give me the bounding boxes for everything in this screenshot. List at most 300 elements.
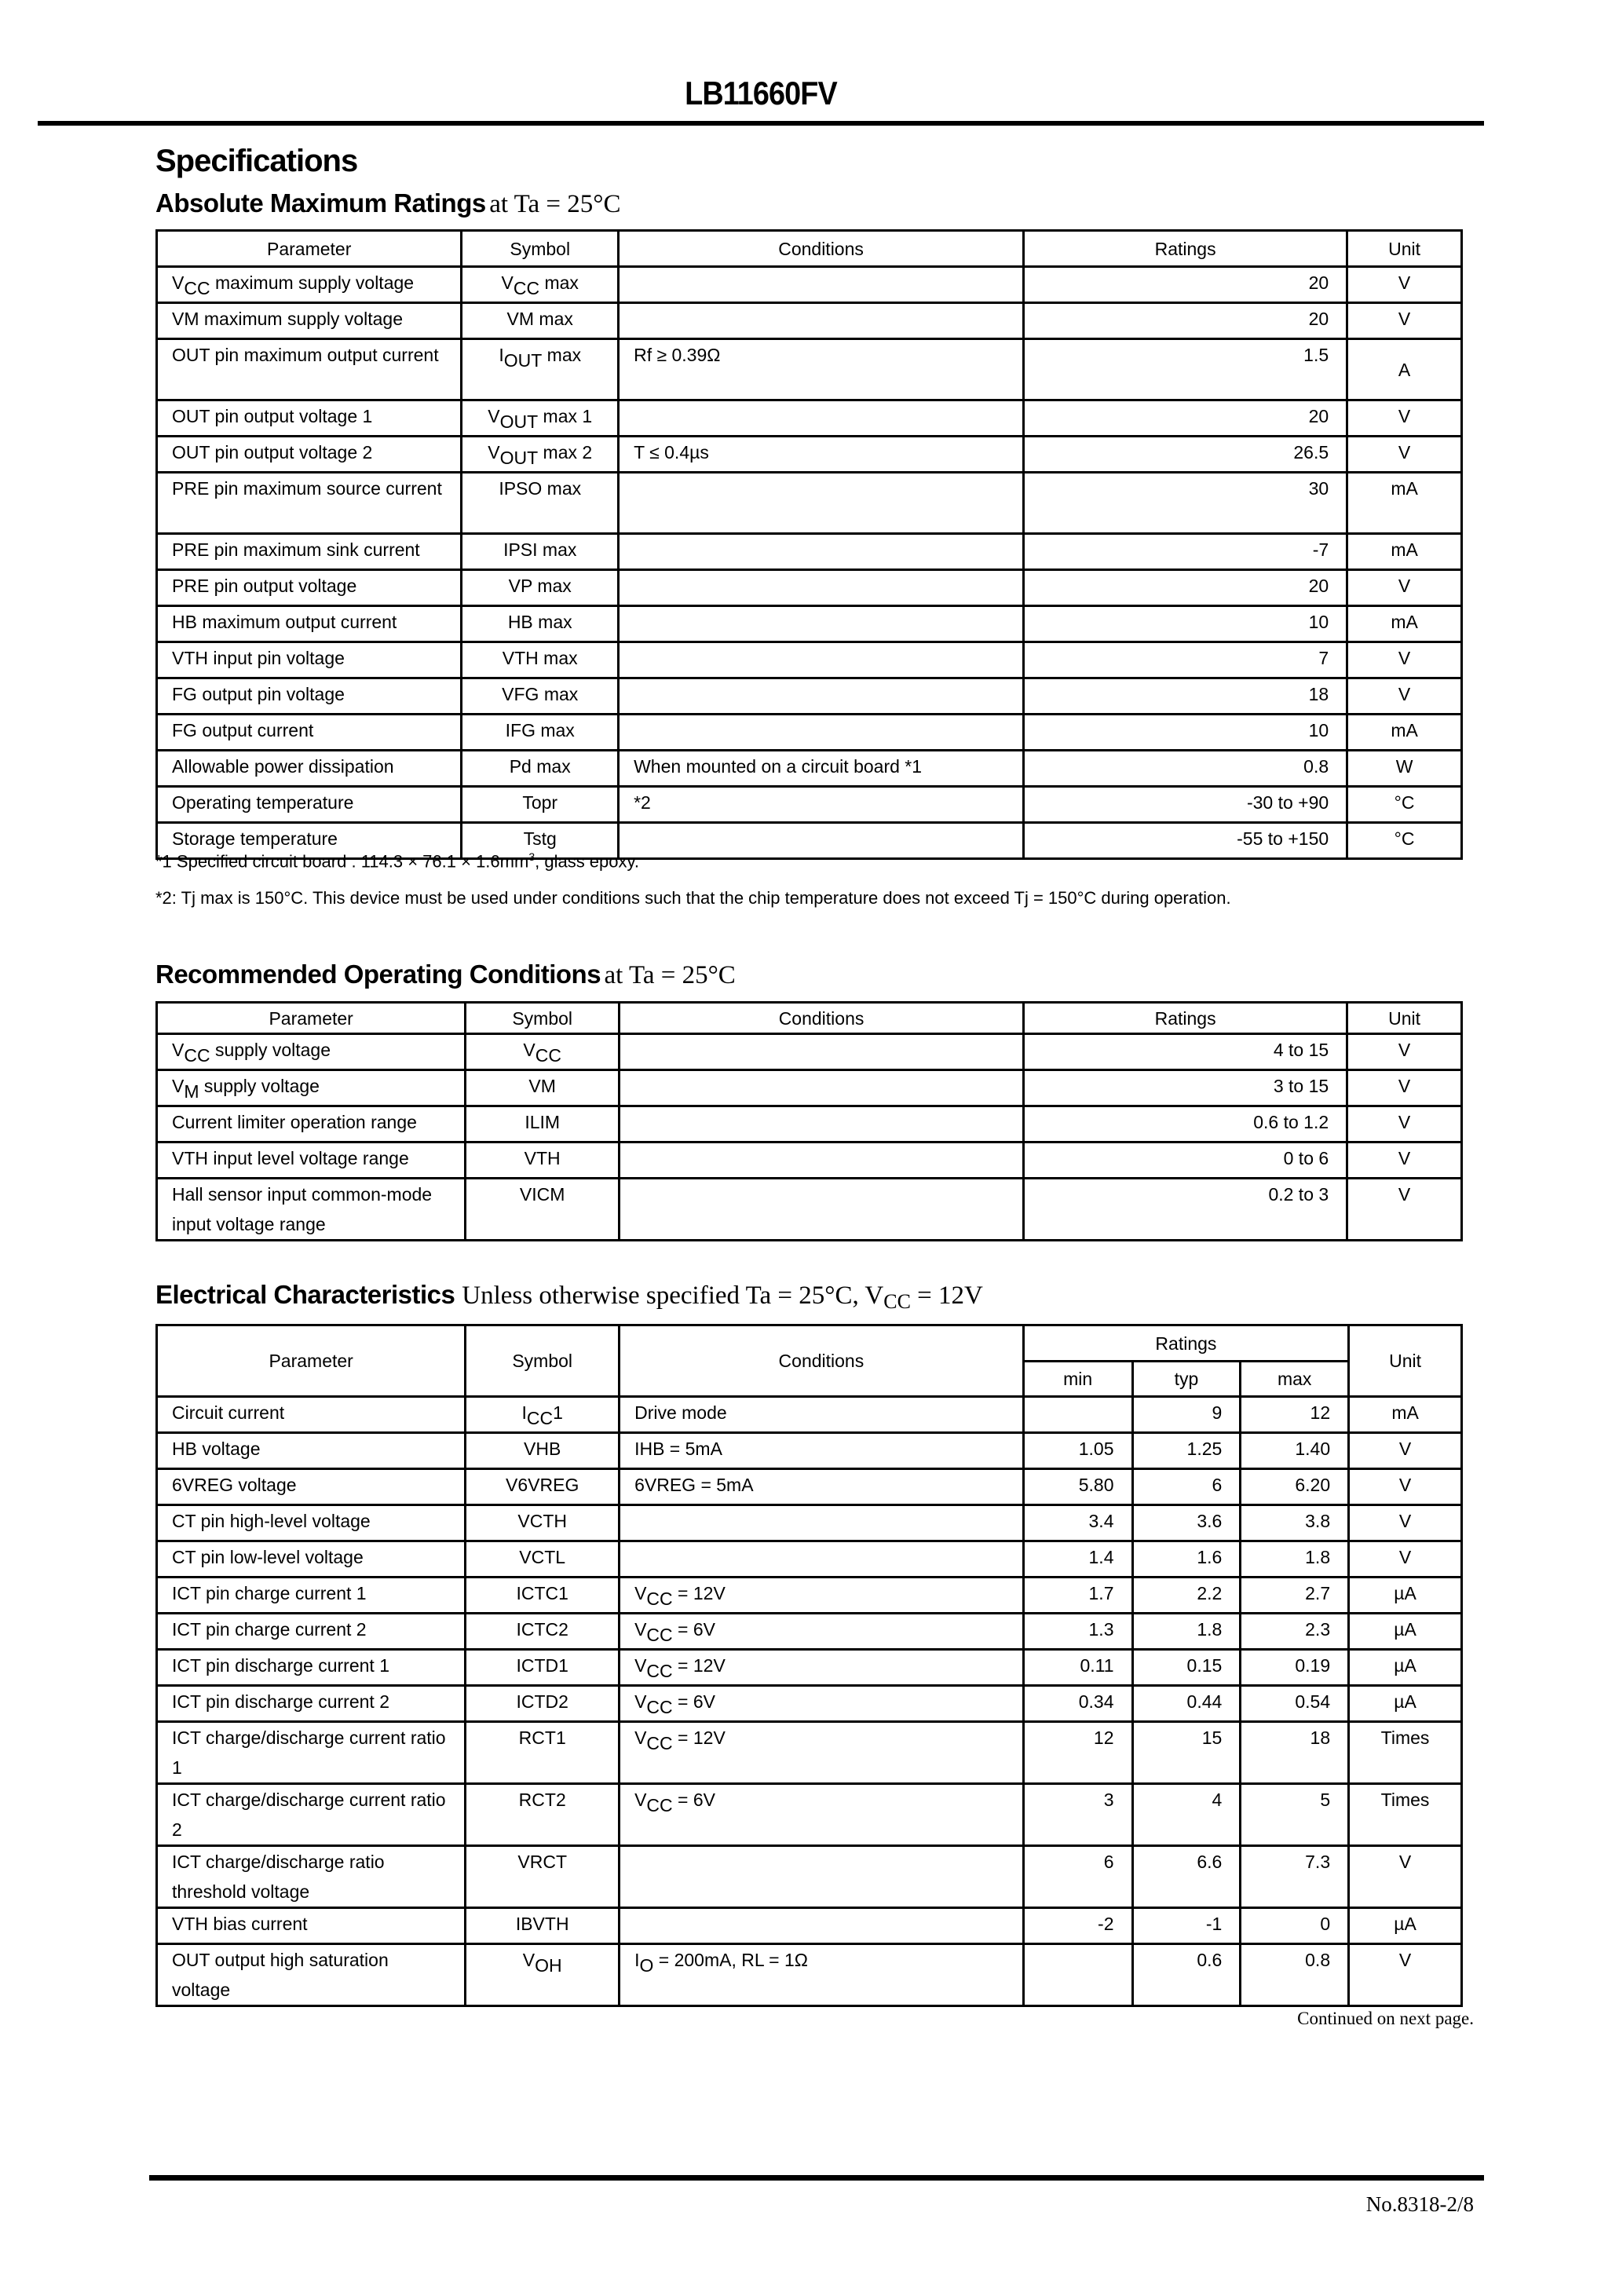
electrical-characteristics-table: [155, 1324, 1463, 2007]
rating-cell-text: 10: [1308, 720, 1329, 740]
conditions-cell: [619, 437, 1024, 473]
parameter-cell-text: VTH bias current: [172, 1914, 308, 1934]
table-row: [157, 642, 1462, 678]
unit-cell-text: mA: [1391, 720, 1418, 740]
rating-cell: [1024, 715, 1347, 751]
max-cell-text: 5: [1320, 1790, 1331, 1810]
table-header-row: [157, 1325, 1462, 1362]
symbol-cell-text: IBVTH: [515, 1914, 569, 1934]
rating-cell-text: 0.6 to 1.2: [1253, 1112, 1329, 1132]
rating-cell: [1024, 437, 1347, 473]
table-row: [157, 1143, 1462, 1179]
table-row: [157, 678, 1462, 715]
min-cell-text: 0.34: [1078, 1691, 1114, 1712]
table-row: [157, 1541, 1462, 1578]
table-row: [157, 1469, 1462, 1505]
table-row: [157, 1614, 1462, 1650]
rating-cell-text: 20: [1308, 272, 1329, 293]
symbol-cell-text: VCTL: [519, 1547, 566, 1567]
table-row: [157, 1034, 1462, 1070]
symbol-cell: [462, 534, 619, 570]
parameter-cell: [157, 1578, 466, 1614]
conditions-cell-text: = 6V: [672, 1619, 716, 1640]
parameter-cell-text: VTH input level voltage range: [172, 1148, 409, 1168]
symbol-cell: [466, 1433, 620, 1469]
max-cell: [1241, 1469, 1349, 1505]
typ-cell: [1132, 1541, 1241, 1578]
typ-cell-text: 6.6: [1197, 1852, 1223, 1872]
conditions-cell-text: *2: [634, 792, 651, 813]
max-cell: [1241, 1541, 1349, 1578]
unit-cell: [1347, 1179, 1462, 1241]
symbol-cell: [466, 1106, 620, 1143]
rating-cell: [1024, 751, 1347, 787]
unit-cell-text: V: [1398, 684, 1411, 704]
column-header-max: max: [1241, 1362, 1349, 1397]
symbol-cell-text: RCT2: [518, 1790, 566, 1810]
symbol-cell: [466, 1469, 620, 1505]
min-cell-text: -2: [1098, 1914, 1114, 1934]
symbol-cell: [462, 473, 619, 534]
parameter-cell-text: VTH input pin voltage: [172, 648, 345, 668]
conditions-cell-text: = 12V: [672, 1727, 726, 1748]
symbol-cell-text: VFG max: [502, 684, 579, 704]
parameter-cell: [157, 400, 462, 437]
conditions-cell: [620, 1541, 1024, 1578]
parameter-cell: [157, 1505, 466, 1541]
conditions-cell: [620, 1143, 1024, 1179]
unit-cell-text: V: [1398, 1112, 1411, 1132]
symbol-cell: [466, 1143, 620, 1179]
min-cell: [1023, 1722, 1132, 1784]
max-cell: [1241, 1397, 1349, 1433]
conditions-cell-subscript: CC: [646, 1625, 673, 1645]
max-cell: [1241, 1846, 1349, 1908]
symbol-cell-text: VHB: [524, 1439, 561, 1459]
conditions-cell: [619, 303, 1024, 339]
rating-cell-text: 20: [1308, 406, 1329, 426]
unit-cell: [1349, 1944, 1462, 2006]
parameter-cell: [157, 473, 462, 534]
conditions-cell: [619, 534, 1024, 570]
parameter-cell-text: Operating temperature: [172, 792, 354, 813]
conditions-cell-subscript: CC: [646, 1589, 673, 1609]
typ-cell: [1132, 1397, 1241, 1433]
conditions-cell-text: IHB = 5mA: [634, 1439, 722, 1459]
table-row: [157, 1505, 1462, 1541]
unit-cell-text: V: [1398, 1950, 1412, 1970]
unit-cell: [1349, 1686, 1462, 1722]
unit-cell-text: mA: [1391, 612, 1418, 632]
unit-cell-text: V: [1398, 272, 1411, 293]
parameter-cell: [157, 1784, 466, 1846]
conditions-cell-text: 6VREG = 5mA: [634, 1475, 754, 1495]
elec-heading: [155, 1280, 983, 1314]
max-cell: [1241, 1944, 1349, 2006]
symbol-cell-text: VCTH: [517, 1511, 568, 1531]
rating-cell: [1024, 534, 1347, 570]
rating-cell: [1024, 303, 1347, 339]
table-row: [157, 570, 1462, 606]
symbol-cell: [462, 267, 619, 303]
symbol-cell-text: V6VREG: [506, 1475, 579, 1495]
typ-cell-text: 0.15: [1186, 1655, 1223, 1676]
min-cell: [1023, 1469, 1132, 1505]
symbol-cell: [466, 1505, 620, 1541]
unit-cell: [1349, 1397, 1462, 1433]
unit-cell: [1349, 1433, 1462, 1469]
max-cell: [1241, 1505, 1349, 1541]
conditions-cell: [619, 715, 1024, 751]
parameter-cell-text: Current limiter operation range: [172, 1112, 417, 1132]
footnote-2: *2: Tj max is 150°C. This device must be used under conditions such that the chip temperature does not exceed Tj = 150°C during operation.: [155, 888, 1231, 908]
table-row: [157, 606, 1462, 642]
rating-cell-text: 0 to 6: [1283, 1148, 1329, 1168]
column-header-conditions: Conditions: [620, 1325, 1024, 1397]
typ-cell: [1132, 1433, 1241, 1469]
parameter-cell: [157, 339, 462, 400]
symbol-cell: [466, 1908, 620, 1944]
min-cell-text: 3: [1103, 1790, 1114, 1810]
parameter-cell-text: ICT pin charge current 2: [172, 1619, 367, 1640]
continued-note: Continued on next page.: [1297, 2009, 1474, 2028]
table-row: [157, 534, 1462, 570]
unit-cell-text: V: [1398, 1511, 1412, 1531]
column-header-ratings: Ratings: [1024, 231, 1347, 267]
parameter-cell-subscript: M: [184, 1081, 199, 1102]
table-row: [157, 751, 1462, 787]
parameter-cell: [157, 1179, 466, 1241]
parameter-cell: [157, 715, 462, 751]
unit-cell: [1347, 534, 1462, 570]
conditions-cell-text: Rf ≥ 0.39Ω: [634, 345, 721, 365]
parameter-cell: [157, 1070, 466, 1106]
parameter-cell: [157, 570, 462, 606]
unit-cell-text: mA: [1391, 1402, 1419, 1423]
symbol-cell-subscript: OH: [535, 1955, 562, 1976]
min-cell: [1023, 1397, 1132, 1433]
max-cell: [1241, 1908, 1349, 1944]
min-cell: [1023, 1541, 1132, 1578]
conditions-cell: [620, 1846, 1024, 1908]
typ-cell-text: 3.6: [1197, 1511, 1223, 1531]
unit-cell-text: Times: [1380, 1790, 1430, 1810]
rating-cell-text: 0.8: [1303, 756, 1329, 777]
unit-cell-text: °C: [1394, 792, 1415, 813]
min-cell-text: 1.7: [1088, 1583, 1114, 1603]
symbol-cell-subscript: OUT: [499, 448, 539, 468]
symbol-cell-text: I: [521, 1402, 527, 1423]
max-cell-text: 1.8: [1305, 1547, 1331, 1567]
table-row: [157, 339, 1462, 400]
max-cell-text: 0.19: [1295, 1655, 1331, 1676]
max-cell: [1241, 1614, 1349, 1650]
parameter-cell-text: V: [172, 272, 185, 293]
unit-cell-text: µA: [1394, 1691, 1416, 1712]
elec-condition-suffix: = 12V: [910, 1281, 983, 1310]
symbol-cell: [462, 678, 619, 715]
unit-cell-text: V: [1398, 309, 1411, 329]
rating-cell: [1024, 1179, 1347, 1241]
parameter-cell-text: VM maximum supply voltage: [172, 309, 403, 329]
parameter-cell: [157, 1034, 466, 1070]
table-header-row: [157, 1003, 1462, 1034]
rating-cell: [1024, 1106, 1347, 1143]
parameter-cell-text: FG output current: [172, 720, 314, 740]
unit-cell: [1349, 1722, 1462, 1784]
unit-cell-text: V: [1398, 1076, 1411, 1096]
document-title: LB11660FV: [685, 75, 837, 112]
parameter-cell: [157, 437, 462, 473]
parameter-cell-text: ICT pin discharge current 2: [172, 1691, 389, 1712]
unit-cell: [1349, 1650, 1462, 1686]
parameter-cell: [157, 1944, 466, 2006]
footnote-1: [155, 850, 639, 872]
min-cell: [1023, 1846, 1132, 1908]
symbol-cell-text: max: [539, 272, 579, 293]
column-header-unit: Unit: [1347, 231, 1462, 267]
max-cell-text: 2.7: [1305, 1583, 1331, 1603]
min-cell: [1023, 1578, 1132, 1614]
column-header-parameter: Parameter: [157, 1325, 466, 1397]
conditions-cell: [619, 570, 1024, 606]
table-row: [157, 1650, 1462, 1686]
symbol-cell-subscript: CC: [535, 1045, 561, 1066]
conditions-cell: [620, 1944, 1024, 2006]
abs-max-title: Absolute Maximum Ratings: [155, 188, 486, 218]
min-cell-text: 1.3: [1088, 1619, 1114, 1640]
symbol-cell-text: ILIM: [525, 1112, 561, 1132]
column-header-unit: Unit: [1349, 1325, 1462, 1397]
elec-title: Electrical Characteristics: [155, 1280, 455, 1309]
elec-condition-subscript: CC: [883, 1290, 911, 1313]
unit-cell-text: V: [1398, 576, 1411, 596]
rating-cell: [1024, 787, 1347, 823]
symbol-cell-text: HB max: [507, 612, 572, 632]
parameter-cell-text: ICT charge/discharge current ratio 1: [172, 1727, 446, 1778]
min-cell-text: 5.80: [1078, 1475, 1114, 1495]
unit-cell: [1349, 1469, 1462, 1505]
unit-cell: [1349, 1541, 1462, 1578]
conditions-cell-subscript: CC: [646, 1697, 673, 1717]
conditions-cell-subscript: O: [639, 1955, 654, 1976]
table-row: [157, 1846, 1462, 1908]
typ-cell: [1132, 1614, 1241, 1650]
symbol-cell-text: 1: [553, 1402, 563, 1423]
section-title: Specifications: [155, 144, 358, 178]
max-cell: [1241, 1784, 1349, 1846]
symbol-cell-text: VM max: [506, 309, 573, 329]
max-cell-text: 0.8: [1305, 1950, 1331, 1970]
abs-max-heading: [155, 188, 620, 219]
header-rule: [38, 121, 1484, 126]
symbol-cell-text: Pd max: [509, 756, 571, 777]
max-cell-text: 6.20: [1295, 1475, 1331, 1495]
rating-cell: [1024, 1070, 1347, 1106]
symbol-cell: [466, 1541, 620, 1578]
rating-cell: [1024, 1034, 1347, 1070]
symbol-cell-text: VICM: [519, 1184, 565, 1205]
conditions-cell: [620, 1179, 1024, 1241]
conditions-cell-text: V: [634, 1727, 647, 1748]
symbol-cell-text: IFG max: [505, 720, 575, 740]
typ-cell-text: 0.44: [1186, 1691, 1223, 1712]
unit-cell: [1347, 267, 1462, 303]
conditions-cell-text: Drive mode: [634, 1402, 727, 1423]
page-number: No.8318-2/8: [1365, 2192, 1474, 2216]
typ-cell-text: 2.2: [1197, 1583, 1223, 1603]
table-row: [157, 1179, 1462, 1241]
parameter-cell-text: HB voltage: [172, 1439, 261, 1459]
rating-cell: [1024, 570, 1347, 606]
typ-cell: [1132, 1686, 1241, 1722]
parameter-cell: [157, 534, 462, 570]
column-header-min: min: [1023, 1362, 1132, 1397]
column-header-symbol: Symbol: [462, 231, 619, 267]
symbol-cell-text: VTH: [524, 1148, 561, 1168]
table-row: [157, 1070, 1462, 1106]
conditions-cell-text: When mounted on a circuit board *1: [634, 756, 923, 777]
typ-cell-text: 9: [1212, 1402, 1223, 1423]
column-header-parameter: Parameter: [157, 231, 462, 267]
parameter-cell: [157, 1614, 466, 1650]
unit-cell-text: mA: [1391, 478, 1418, 499]
parameter-cell-text: CT pin high-level voltage: [172, 1511, 371, 1531]
parameter-cell: [157, 267, 462, 303]
unit-cell: [1347, 751, 1462, 787]
table-row: [157, 1578, 1462, 1614]
max-cell-text: 2.3: [1305, 1619, 1331, 1640]
unit-cell: [1347, 570, 1462, 606]
rec-op-condition: at Ta = 25°C: [604, 961, 736, 989]
table-row: [157, 1908, 1462, 1944]
unit-cell: [1347, 1070, 1462, 1106]
symbol-cell: [466, 1944, 620, 2006]
max-cell-text: 0: [1320, 1914, 1331, 1934]
unit-cell: [1347, 823, 1462, 859]
abs-max-condition: at Ta = 25°C: [489, 190, 621, 218]
parameter-cell-text: CT pin low-level voltage: [172, 1547, 364, 1567]
conditions-cell: [620, 1722, 1024, 1784]
parameter-cell: [157, 1908, 466, 1944]
conditions-cell: [620, 1784, 1024, 1846]
unit-cell: [1347, 303, 1462, 339]
min-cell: [1023, 1784, 1132, 1846]
symbol-cell-text: max 2: [538, 442, 593, 462]
rating-cell-text: 0.2 to 3: [1268, 1184, 1329, 1205]
max-cell: [1241, 1722, 1349, 1784]
symbol-cell-text: IPSI max: [503, 539, 577, 560]
symbol-cell-text: Topr: [522, 792, 558, 813]
unit-cell-text: V: [1398, 1184, 1411, 1205]
symbol-cell: [466, 1650, 620, 1686]
table-row: [157, 400, 1462, 437]
typ-cell-text: -1: [1205, 1914, 1223, 1934]
conditions-cell-text: = 6V: [672, 1691, 716, 1712]
symbol-cell: [462, 715, 619, 751]
unit-cell-text: °C: [1394, 828, 1415, 849]
parameter-cell: [157, 1433, 466, 1469]
typ-cell-text: 6: [1212, 1475, 1223, 1495]
symbol-cell: [466, 1722, 620, 1784]
rating-cell-text: 10: [1308, 612, 1329, 632]
rating-cell-text: -55 to +150: [1237, 828, 1329, 849]
symbol-cell-text: V: [522, 1950, 536, 1970]
parameter-cell-text: OUT pin output voltage 1: [172, 406, 373, 426]
max-cell: [1241, 1433, 1349, 1469]
column-header-ratings: Ratings: [1023, 1325, 1348, 1362]
symbol-cell-text: V: [488, 442, 500, 462]
symbol-cell: [466, 1070, 620, 1106]
unit-cell-text: V: [1398, 442, 1411, 462]
conditions-cell: [620, 1614, 1024, 1650]
max-cell-text: 7.3: [1305, 1852, 1331, 1872]
parameter-cell: [157, 1143, 466, 1179]
symbol-cell: [466, 1846, 620, 1908]
typ-cell: [1132, 1784, 1241, 1846]
conditions-cell-text: = 12V: [672, 1655, 726, 1676]
table-row: [157, 1433, 1462, 1469]
rating-cell-text: 1.5: [1303, 345, 1329, 365]
parameter-cell-text: 6VREG voltage: [172, 1475, 297, 1495]
rec-op-title: Recommended Operating Conditions: [155, 960, 601, 989]
table-row: [157, 1397, 1462, 1433]
unit-cell-text: V: [1398, 1475, 1412, 1495]
conditions-cell-text: T ≤ 0.4µs: [634, 442, 709, 462]
symbol-cell: [466, 1578, 620, 1614]
footnote-1-text: *1 Specified circuit board : 114.3 × 76.1 × 1.6mm: [155, 851, 529, 872]
parameter-cell-text: FG output pin voltage: [172, 684, 345, 704]
parameter-cell: [157, 303, 462, 339]
conditions-cell-text: V: [634, 1583, 647, 1603]
rating-cell-text: 3 to 15: [1273, 1076, 1329, 1096]
parameter-cell: [157, 1541, 466, 1578]
symbol-cell-text: ICTC2: [516, 1619, 568, 1640]
symbol-cell-text: VRCT: [517, 1852, 568, 1872]
symbol-cell: [462, 303, 619, 339]
unit-cell: [1347, 1106, 1462, 1143]
table-row: [157, 1944, 1462, 2006]
min-cell-text: 6: [1103, 1852, 1114, 1872]
rating-cell-text: 20: [1308, 309, 1329, 329]
symbol-cell: [462, 606, 619, 642]
symbol-cell: [466, 1686, 620, 1722]
footer-rule: [149, 2175, 1484, 2181]
typ-cell-text: 1.8: [1197, 1619, 1223, 1640]
parameter-cell-text: Hall sensor input common-mode input voltage range: [172, 1184, 433, 1234]
typ-cell: [1132, 1908, 1241, 1944]
conditions-cell: [620, 1908, 1024, 1944]
unit-cell-text: V: [1398, 1852, 1412, 1872]
symbol-cell-text: Tstg: [523, 828, 557, 849]
conditions-cell-text: V: [634, 1790, 647, 1810]
parameter-cell-text: OUT output high saturation voltage: [172, 1950, 389, 2000]
rating-cell-text: 26.5: [1293, 442, 1329, 462]
conditions-cell: [619, 787, 1024, 823]
conditions-cell-text: = 12V: [672, 1583, 726, 1603]
unit-cell-text: A: [1398, 359, 1411, 380]
symbol-cell-text: VP max: [508, 576, 572, 596]
column-header-parameter: Parameter: [157, 1003, 466, 1034]
rating-cell: [1024, 606, 1347, 642]
typ-cell: [1132, 1650, 1241, 1686]
footnote-1-suffix: , glass epoxy.: [535, 851, 639, 872]
conditions-cell: [620, 1034, 1024, 1070]
rating-cell-text: 4 to 15: [1273, 1040, 1329, 1060]
symbol-cell: [462, 339, 619, 400]
conditions-cell-text: = 200mA, RL = 1Ω: [653, 1950, 808, 1970]
min-cell-text: 3.4: [1088, 1511, 1114, 1531]
